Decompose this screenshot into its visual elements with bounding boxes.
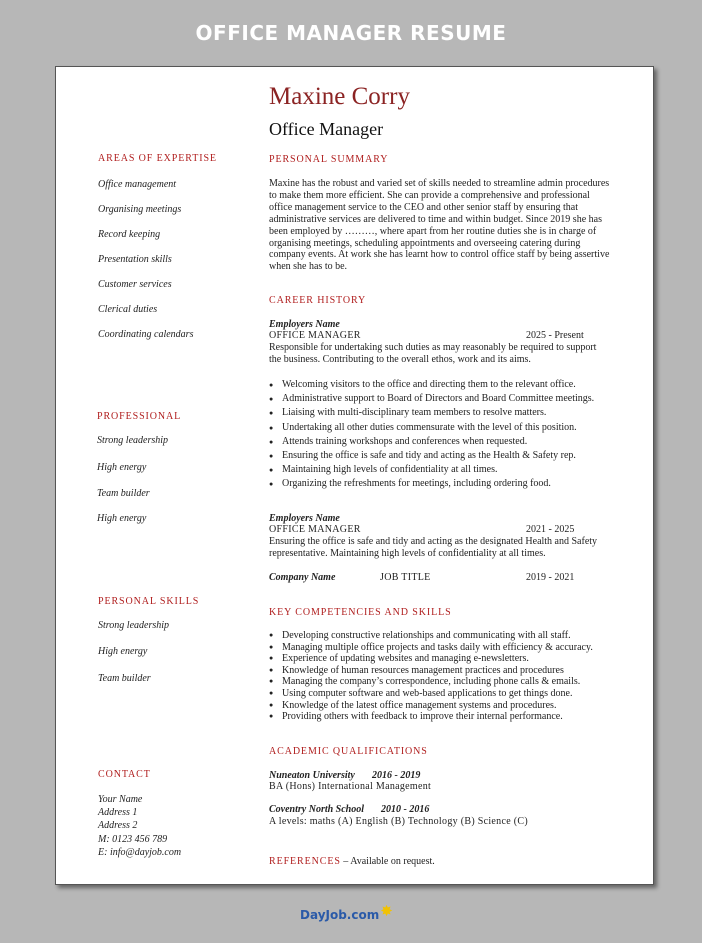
school2-name: Coventry North School [269, 804, 365, 815]
job3-title: JOB TITLE [380, 572, 431, 583]
list-item: ● Developing constructive relationships and communicating with all staff. [269, 630, 593, 642]
list-item: ● Attends training workshops and conferences when requested. [269, 435, 594, 449]
job3-company: Company Name [269, 572, 336, 583]
professional-item: Team builder [97, 488, 150, 499]
list-item: ● Organizing the refreshments for meetings, including ordering food. [269, 477, 594, 491]
contact-heading: CONTACT [98, 769, 151, 780]
expertise-heading: AREAS OF EXPERTISE [98, 153, 217, 164]
list-item: ● Ensuring the office is safe and tidy and acting as the Health & Safety rep. [269, 449, 594, 463]
professional-item: Strong leadership [97, 435, 169, 446]
list-item: ● Undertaking all other duties commensurate with the level of this position. [269, 421, 594, 435]
school1-detail: BA (Hons) International Management [269, 781, 432, 792]
sun-icon: ✸ [380, 902, 393, 920]
list-item: ● Knowledge of the latest office management systems and procedures. [269, 700, 593, 712]
education-heading: ACADEMIC QUALIFICATIONS [269, 746, 428, 757]
contact-name: Your Name [98, 794, 143, 805]
contact-address-2: Address 2 [98, 820, 138, 832]
school2-detail: A levels: maths (A) English (B) Technology (B) Science (C) [269, 816, 528, 827]
job2-description: Ensuring the office is safe and tidy and acting as the designated Health and Safety representative. Maintaining high levels of confidentiality at all times. [269, 536, 598, 559]
job2-dates: 2021 - 2025 [526, 524, 575, 535]
list-item: ● Managing multiple office projects and tasks daily with efficiency & accuracy. [269, 642, 593, 654]
expertise-item: Record keeping [98, 229, 161, 240]
list-item: ● Experience of updating websites and managing e-newsletters. [269, 653, 593, 665]
career-heading: CAREER HISTORY [269, 295, 367, 306]
job1-duties-list [269, 378, 594, 492]
dayjob-logo[interactable] [300, 903, 393, 927]
list-item: ● Liaising with multi-disciplinary team members to resolve matters. [269, 406, 594, 420]
list-item: ● Welcoming visitors to the office and directing them to the relevant office. [269, 378, 594, 392]
personal-skills-item: Team builder [98, 673, 151, 684]
contact-mobile: M: 0123 456 789 [98, 833, 168, 845]
school1-name: Nuneaton University [269, 770, 355, 781]
professional-heading: PROFESSIONAL [97, 411, 182, 422]
logo-text: DayJob.com [300, 908, 380, 922]
resume-page [55, 66, 654, 885]
references-line [269, 851, 435, 869]
page-banner-title: OFFICE MANAGER RESUME [195, 21, 507, 45]
professional-item: High energy [97, 513, 147, 524]
competencies-list [269, 630, 593, 723]
personal-skills-heading: PERSONAL SKILLS [98, 596, 200, 607]
contact-address-1: Address 1 [98, 807, 138, 819]
job1-description: Responsible for undertaking such duties as may reasonably be required to support the business. Contributing to the overall ethos, work and its aims. [269, 342, 597, 365]
contact-email: E: info@dayjob.com [98, 846, 182, 858]
school2-years: 2010 - 2016 [381, 804, 430, 815]
summary-heading: PERSONAL SUMMARY [269, 154, 389, 165]
expertise-item: Office management [98, 179, 177, 190]
candidate-role: Office Manager [269, 119, 384, 139]
list-item: ● Administrative support to Board of Directors and Board Committee meetings. [269, 392, 594, 406]
job1-title: OFFICE MANAGER [269, 330, 361, 341]
job1-dates: 2025 - Present [526, 330, 584, 341]
summary-text: Maxine has the robust and varied set of skills needed to streamline admin procedures to make them more efficient. She can provide a comprehensive and professional office management service to the CEO and other senior staff by ensuring that administrative services are delivered to time and within budget. Since 2019 she has been employed by ………, where apart from her routine duties she is in charge of organising meetings, scheduling appointments and overseeing catering during company events. At work she has learnt how to control office staff by being assertive when she has to be. [269, 178, 610, 273]
expertise-item: Customer services [98, 279, 172, 290]
list-item: ● Managing the company’s correspondence, including phone calls & emails. [269, 676, 593, 688]
school1-years: 2016 - 2019 [372, 770, 421, 781]
job2-company: Employers Name [269, 513, 340, 524]
references-heading: REFERENCES [269, 856, 341, 867]
professional-item: High energy [97, 462, 147, 473]
list-item: ● Using computer software and web-based applications to get things done. [269, 688, 593, 700]
job2-title: OFFICE MANAGER [269, 524, 361, 535]
list-item: ● Providing others with feedback to improve their internal performance. [269, 711, 593, 723]
competencies-heading: KEY COMPETENCIES AND SKILLS [269, 607, 452, 618]
job1-company: Employers Name [269, 319, 340, 330]
list-item: ● Knowledge of human resources management practices and procedures [269, 665, 593, 677]
job3-dates: 2019 - 2021 [526, 572, 575, 583]
expertise-item: Organising meetings [98, 204, 182, 215]
candidate-name: Maxine Corry [269, 83, 410, 110]
personal-skills-item: Strong leadership [98, 620, 170, 631]
expertise-item: Clerical duties [98, 304, 158, 315]
expertise-item: Coordinating calendars [98, 329, 194, 340]
references-text: – Available on request. [340, 856, 435, 867]
expertise-item: Presentation skills [98, 254, 172, 265]
personal-skills-item: High energy [98, 646, 148, 657]
contact-block [98, 793, 181, 859]
list-item: ● Maintaining high levels of confidentiality at all times. [269, 463, 594, 477]
